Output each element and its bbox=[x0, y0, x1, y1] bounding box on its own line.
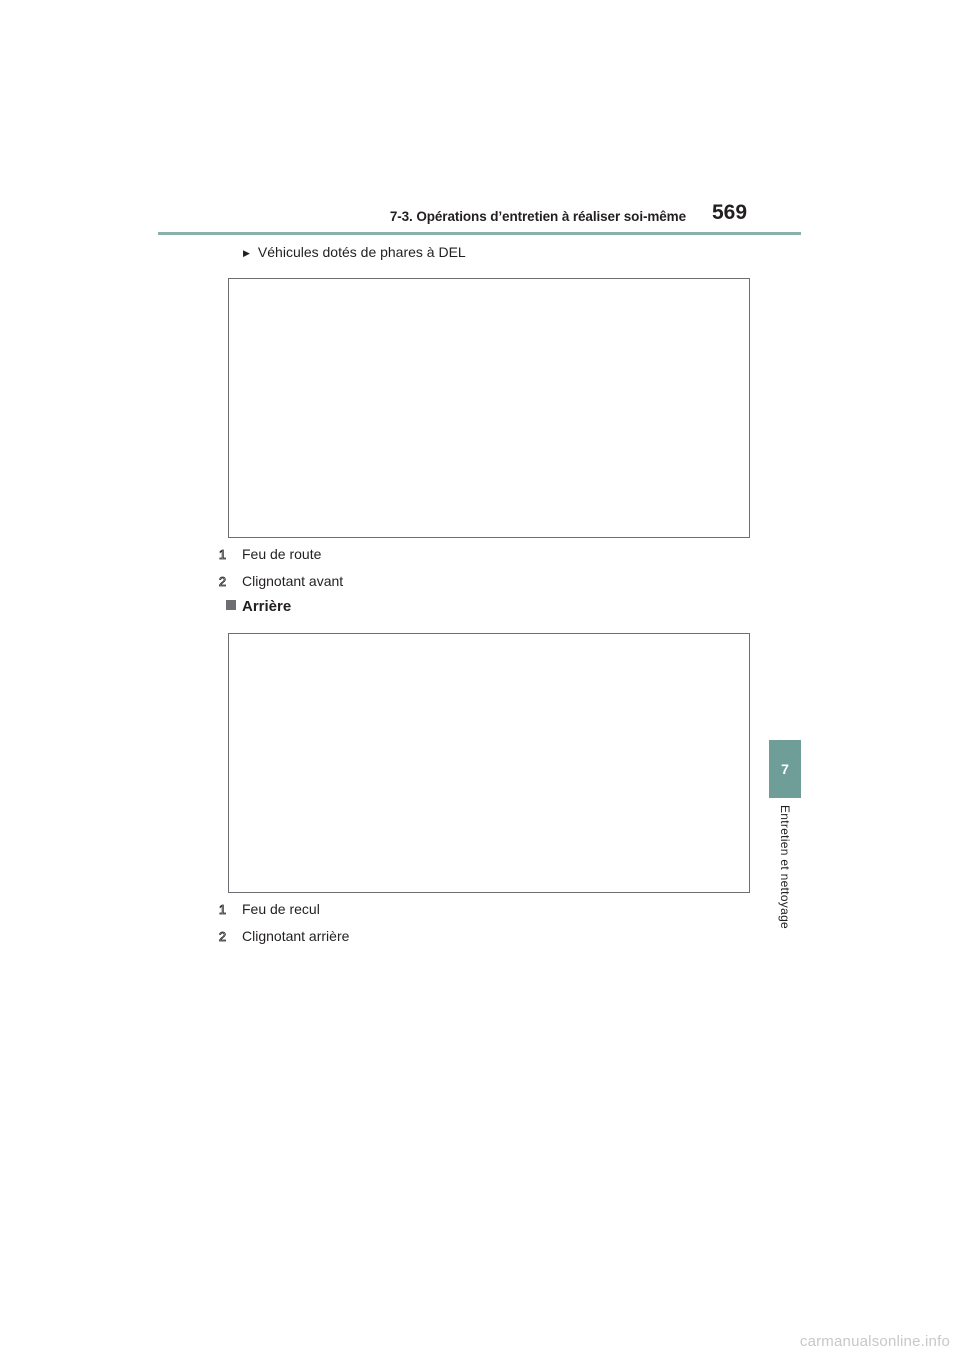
sub-heading-text: Véhicules dotés de phares à DEL bbox=[257, 244, 466, 260]
chapter-label: Entretien et nettoyage bbox=[778, 805, 792, 930]
page-number: 569 bbox=[712, 201, 748, 224]
legend-number-badge: 2 bbox=[218, 929, 227, 944]
legend-number-badge: 1 bbox=[218, 902, 227, 917]
square-bullet-icon bbox=[226, 600, 236, 610]
section-heading bbox=[226, 598, 291, 615]
legend-item bbox=[215, 928, 350, 946]
section-heading-text: Arrière bbox=[242, 598, 292, 615]
watermark: carmanualsonline.info bbox=[799, 1333, 950, 1350]
legend-item bbox=[215, 546, 322, 564]
figure-rear-lights bbox=[228, 633, 750, 893]
legend-number-badge: 1 bbox=[218, 547, 227, 562]
sub-heading bbox=[243, 244, 466, 260]
section-title: 7-3. Opérations d’entretien à réaliser soi-même bbox=[389, 209, 686, 224]
legend-item bbox=[215, 573, 344, 591]
header-divider bbox=[158, 232, 801, 235]
legend-text: Clignotant avant bbox=[242, 573, 344, 589]
triangle-right-icon: ▶ bbox=[243, 248, 250, 258]
legend-text: Feu de route bbox=[242, 546, 322, 562]
legend-text: Feu de recul bbox=[242, 901, 320, 917]
figure-front-lights bbox=[228, 278, 750, 538]
legend-item bbox=[215, 901, 320, 919]
legend-text: Clignotant arrière bbox=[242, 928, 350, 944]
legend-number-badge: 2 bbox=[218, 574, 227, 589]
chapter-tab[interactable]: 7 bbox=[769, 740, 801, 798]
